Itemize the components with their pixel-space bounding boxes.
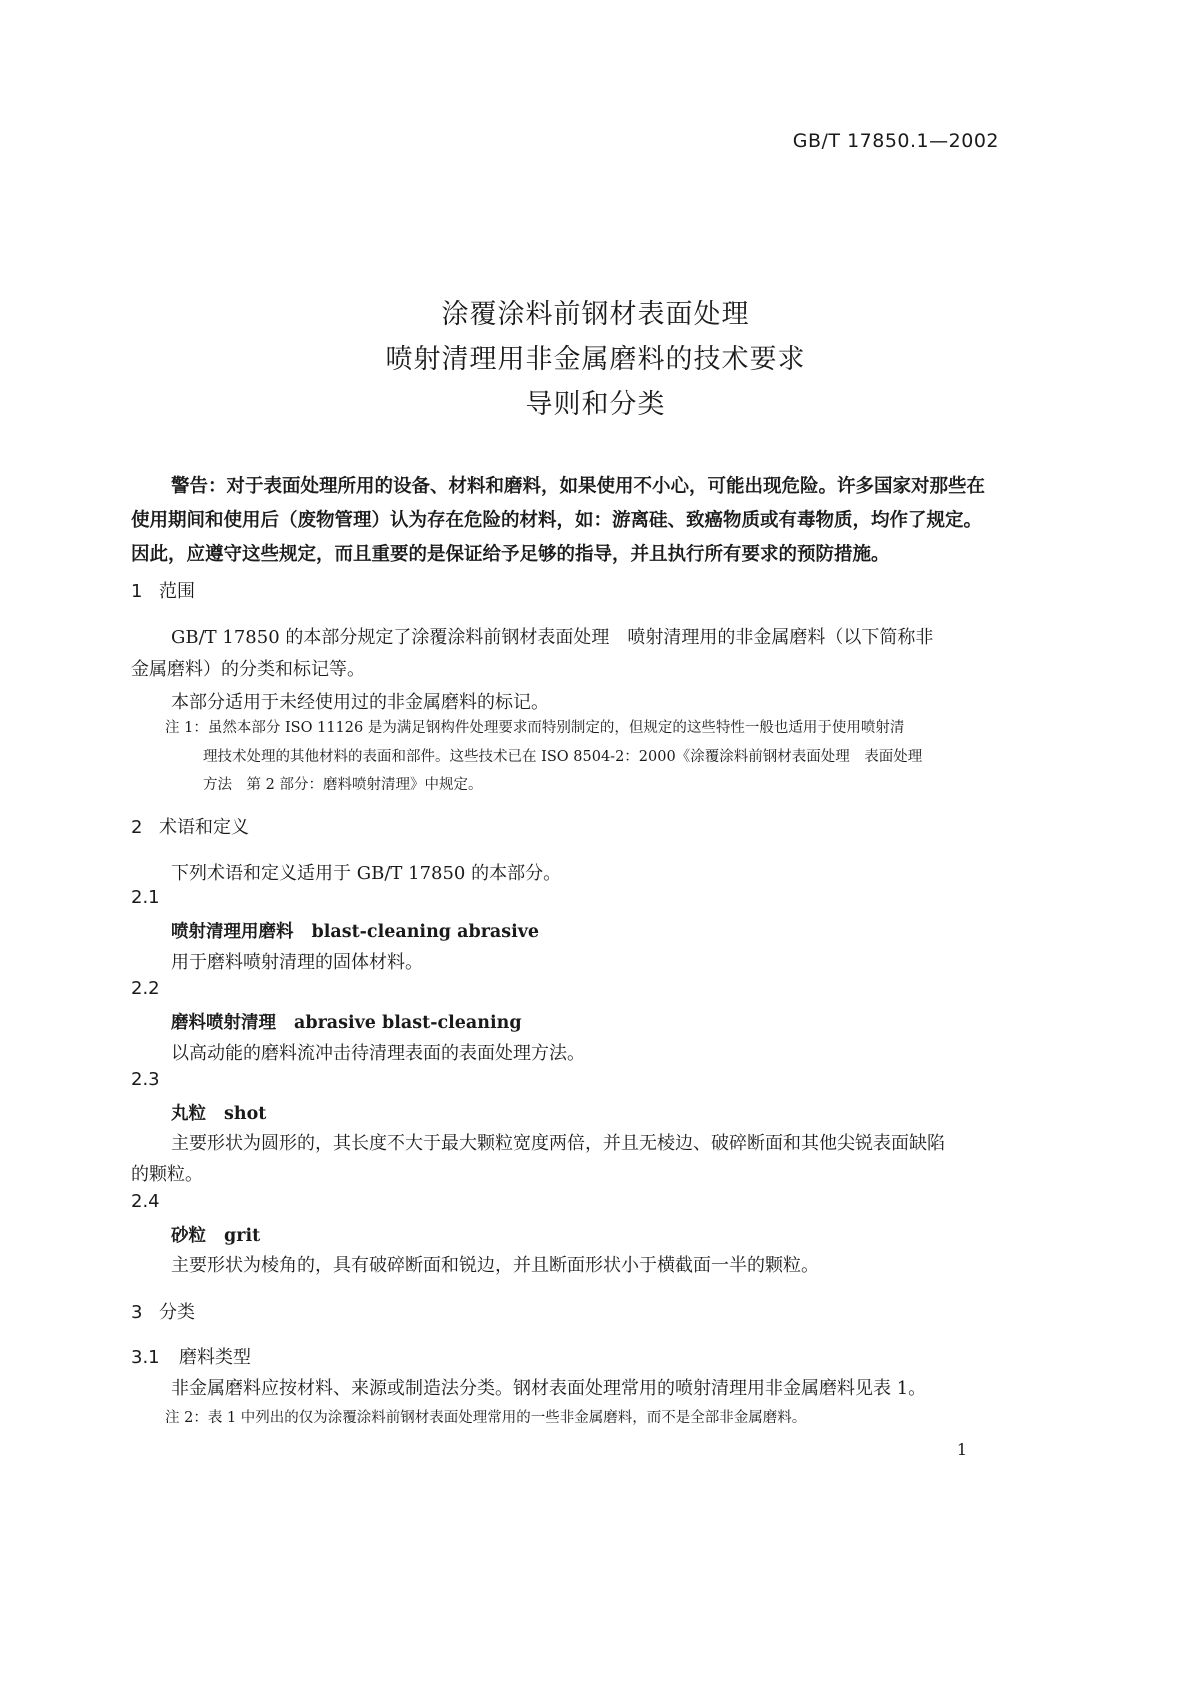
classification-paragraph: 非金属磨料应按材料、来源或制造法分类。钢材表面处理常用的喷射清理用非金属磨料见表 1。 [171, 1378, 927, 1399]
section-title: 分类 [159, 1302, 195, 1323]
term-number: 2.2 [131, 978, 160, 999]
term-english: shot [224, 1104, 267, 1124]
document-title-line-1: 涂覆涂料前钢材表面处理 [441, 299, 750, 330]
term-english: blast-cleaning abrasive [311, 922, 540, 942]
term-definition-continued: 的颗粒。 [131, 1164, 203, 1185]
page-number: 1 [956, 1440, 967, 1459]
warning-paragraph: 警告：对于表面处理所用的设备、材料和磨料，如果使用不小心，可能出现危险。许多国家对那些在使用期间和使用后（废物管理）认为存在危险的材料，如：游离硅、致癌物质或有毒物质，均作了规定。因此，应遵守这些规定，而且重要的是保证给予足够的指导，并且执行所有要求的预防措施。 [131, 476, 986, 565]
note-2: 注 2：表 1 中列出的仅为涂覆涂料前钢材表面处理常用的一些非金属磨料，而不是全部非金属磨料。 [165, 1410, 807, 1426]
term-chinese: 丸粒 [171, 1104, 206, 1124]
term-chinese: 磨料喷射清理 [171, 1013, 276, 1033]
subsection-3-1-heading [131, 1343, 251, 1369]
note-1-line-2: 理技术处理的其他材料的表面和部件。这些技术已在 ISO 8504-2：2000《涂覆涂料前钢材表面处理 表面处理 [203, 749, 923, 765]
term-english: grit [224, 1226, 261, 1246]
terms-intro: 下列术语和定义适用于 GB/T 17850 的本部分。 [171, 863, 562, 884]
scope-paragraph-line-1: GB/T 17850 的本部分规定了涂覆涂料前钢材表面处理 喷射清理用的非金属磨料（以下简称非 [171, 627, 934, 648]
term-chinese: 砂粒 [171, 1226, 206, 1246]
term-title [171, 1009, 522, 1034]
term-chinese: 喷射清理用磨料 [171, 922, 294, 942]
section-1-heading [131, 577, 195, 603]
note-1-line-1: 注 1：虽然本部分 ISO 11126 是为满足钢构件处理要求而特别制定的，但规定的这些特性一般也适用于使用喷射清 [165, 720, 905, 736]
scope-paragraph-line-2: 金属磨料）的分类和标记等。 [131, 659, 365, 680]
standard-number: GB/T 17850.1—2002 [792, 130, 999, 152]
section-3-heading [131, 1298, 195, 1324]
term-definition: 主要形状为棱角的，具有破碎断面和锐边，并且断面形状小于横截面一半的颗粒。 [171, 1255, 819, 1276]
section-number: 2 [131, 817, 143, 838]
section-title: 范围 [159, 581, 195, 602]
section-number: 3 [131, 1302, 143, 1323]
term-number: 2.1 [131, 887, 160, 908]
term-number: 2.3 [131, 1069, 160, 1090]
term-title [171, 1100, 266, 1125]
section-title: 术语和定义 [159, 817, 249, 838]
section-number: 1 [131, 581, 143, 602]
document-title-line-2: 喷射清理用非金属磨料的技术要求 [385, 344, 806, 375]
subsection-title: 磨料类型 [179, 1347, 251, 1368]
term-definition: 主要形状为圆形的，其长度不大于最大颗粒宽度两倍，并且无棱边、破碎断面和其他尖锐表面缺陷 [171, 1133, 945, 1154]
term-number: 2.4 [131, 1191, 160, 1212]
document-title-line-3: 导则和分类 [525, 389, 666, 420]
term-definition: 用于磨料喷射清理的固体材料。 [171, 952, 423, 973]
term-english: abrasive blast-cleaning [294, 1013, 522, 1033]
subsection-number: 3.1 [131, 1347, 160, 1368]
term-title [171, 1222, 260, 1247]
scope-paragraph-2: 本部分适用于未经使用过的非金属磨料的标记。 [171, 692, 549, 713]
term-definition: 以高动能的磨料流冲击待清理表面的表面处理方法。 [171, 1043, 585, 1064]
term-title [171, 918, 539, 943]
note-1-line-3: 方法 第 2 部分：磨料喷射清理》中规定。 [203, 777, 483, 793]
section-2-heading [131, 813, 249, 839]
